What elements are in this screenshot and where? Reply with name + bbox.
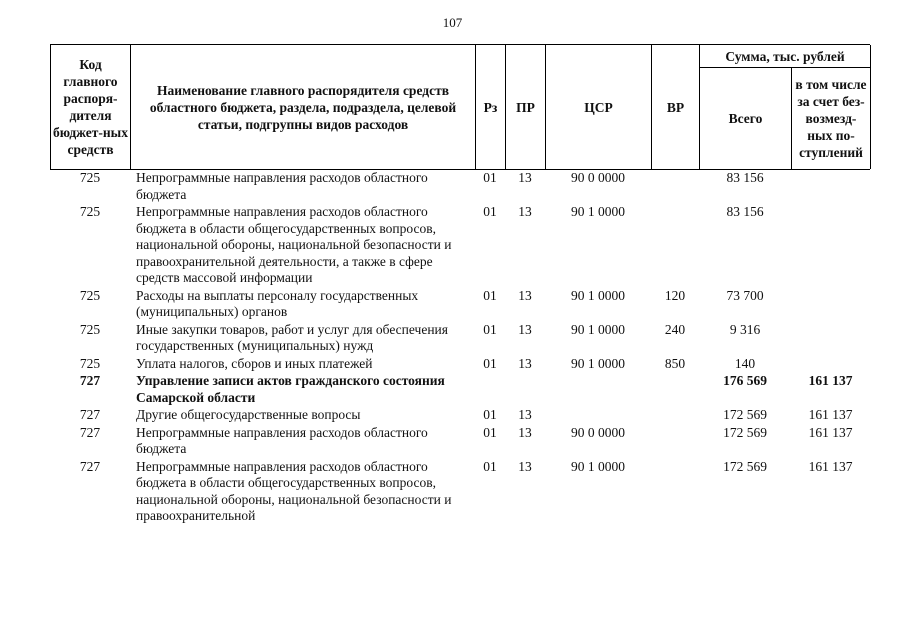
cell-vr (651, 373, 699, 406)
cell-kod: 725 (79, 355, 101, 371)
cell-free: 161 137 (808, 373, 853, 388)
cell-name: Непрограммные направления расходов областного бюджета (136, 170, 428, 202)
cell-pr: 13 (518, 407, 532, 422)
cell-csr: 90 1 0000 (571, 355, 625, 371)
cell-total: 172 569 (723, 458, 767, 474)
cell-rz: 01 (483, 170, 497, 185)
cell-kod: 727 (79, 458, 101, 474)
table-row (50, 459, 870, 525)
cell-rz: 01 (483, 424, 497, 440)
cell-total: 73 700 (726, 287, 764, 303)
cell-vr: 240 (664, 321, 686, 337)
cell-rz: 01 (483, 355, 497, 371)
budget-table (50, 44, 870, 526)
cell-free (791, 204, 870, 287)
cell-vr (651, 204, 699, 287)
cell-csr: 90 1 0000 (571, 321, 625, 337)
header-vr: ВР (666, 99, 685, 115)
cell-total: 83 156 (726, 204, 764, 219)
cell-free (791, 356, 870, 373)
cell-name: Непрограммные направления расходов областного бюджета (136, 424, 428, 456)
cell-total: 172 569 (723, 407, 767, 422)
header-sum-group: Сумма, тыс. рублей (725, 48, 845, 64)
cell-kod: 725 (79, 170, 101, 185)
cell-free: 161 137 (808, 424, 853, 440)
header-incl-free: в том числе за счет без-возмезд-ных по-ступлений (795, 77, 867, 160)
table-row (50, 373, 870, 406)
cell-rz: 01 (483, 458, 497, 474)
cell-pr: 13 (518, 458, 532, 474)
cell-name: Непрограммные направления расходов областного бюджета в области общегосударственных вопросов, национальной обороны, национальной безопасности и правоохранительной деятельности, а также в сфере средств массовой информации (136, 204, 452, 285)
cell-csr: 90 1 0000 (571, 287, 625, 303)
header-pr: ПР (516, 99, 535, 115)
cell-rz: 01 (483, 321, 497, 337)
cell-kod: 725 (79, 321, 101, 337)
cell-pr: 13 (518, 170, 532, 185)
cell-pr: 13 (518, 204, 532, 219)
table-row (50, 356, 870, 373)
cell-csr (545, 407, 651, 424)
cell-name: Иные закупки товаров, работ и услуг для обеспечения государственных (муниципальных) нужд (136, 321, 448, 353)
cell-kod: 725 (79, 287, 101, 303)
table-row (50, 170, 870, 203)
cell-total: 176 569 (723, 373, 767, 388)
cell-vr: 120 (664, 287, 686, 303)
cell-kod: 727 (79, 373, 101, 388)
cell-free: 161 137 (808, 407, 853, 422)
cell-vr (651, 170, 699, 203)
header-rz: Рз (483, 99, 498, 115)
cell-total: 83 156 (726, 170, 764, 185)
cell-csr: 90 1 0000 (571, 458, 625, 474)
cell-pr: 13 (518, 321, 532, 337)
cell-total: 172 569 (723, 424, 767, 440)
cell-vr (651, 459, 699, 525)
cell-free (791, 288, 870, 321)
cell-vr: 850 (664, 355, 686, 371)
cell-pr: 13 (518, 287, 532, 303)
table-row (50, 425, 870, 458)
header-csr: ЦСР (584, 99, 613, 115)
cell-kod: 727 (79, 424, 101, 440)
cell-name: Управление записи актов гражданского состояния Самарской области (136, 373, 445, 405)
cell-free: 161 137 (808, 458, 853, 474)
cell-csr: 90 0 0000 (571, 424, 625, 440)
cell-free (791, 322, 870, 355)
cell-rz: 01 (483, 287, 497, 303)
table-header (50, 44, 870, 170)
cell-name: Расходы на выплаты персоналу государственных (муниципальных) органов (136, 287, 419, 319)
cell-kod: 725 (79, 204, 101, 219)
cell-csr: 90 1 0000 (571, 204, 625, 219)
cell-csr: 90 0 0000 (571, 170, 625, 185)
cell-name: Другие общегосударственные вопросы (136, 407, 361, 422)
cell-name: Непрограммные направления расходов областного бюджета в области общегосударственных вопросов, национальной обороны, национальной безопасности и правоохранительной (136, 458, 452, 523)
cell-rz (475, 373, 505, 406)
cell-csr (545, 373, 651, 406)
cell-total: 9 316 (729, 321, 761, 337)
cell-rz: 01 (483, 204, 497, 219)
table-row (50, 204, 870, 287)
table-row (50, 288, 870, 321)
cell-kod: 727 (79, 407, 101, 422)
page-number: 107 (442, 15, 463, 30)
header-name: Наименование главного распорядителя средств областного бюджета, раздела, подраздела, целевой статьи, подгрупны видов расходов (149, 82, 457, 132)
cell-free (791, 170, 870, 203)
table-row (50, 322, 870, 355)
table-row (50, 407, 870, 424)
cell-pr: 13 (518, 355, 532, 371)
cell-vr (651, 425, 699, 458)
cell-pr: 13 (518, 424, 532, 440)
cell-pr (505, 373, 545, 406)
header-kod: Код главного распоря-дителя бюджет-ных средств (53, 57, 128, 157)
cell-vr (651, 407, 699, 424)
header-total: Всего (728, 111, 763, 126)
cell-total: 140 (734, 355, 756, 371)
cell-name: Уплата налогов, сборов и иных платежей (136, 355, 373, 371)
cell-rz: 01 (483, 407, 497, 422)
table-body (50, 170, 870, 526)
